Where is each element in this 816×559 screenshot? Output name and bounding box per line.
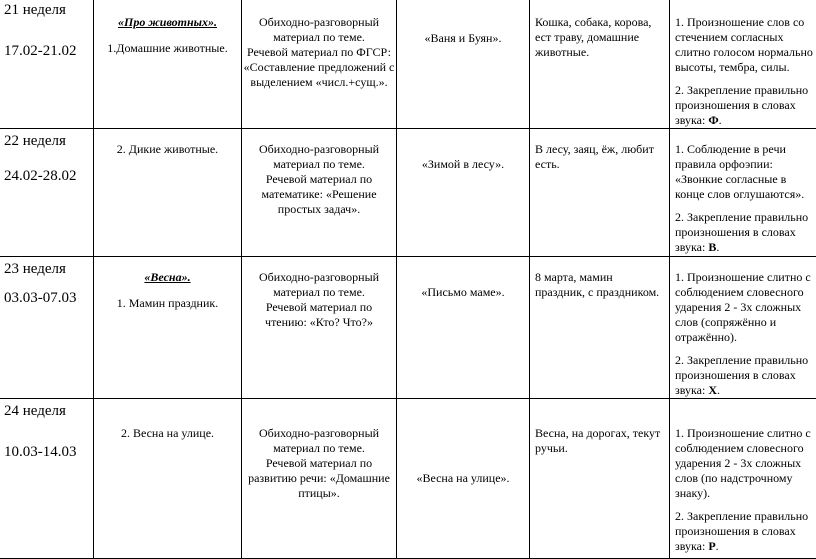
week-dates: 24.02-28.02 bbox=[4, 167, 87, 185]
reading-text: «Письмо маме». bbox=[397, 285, 529, 300]
goals-cell bbox=[670, 0, 816, 129]
goal-line: соблюдением словесного bbox=[675, 441, 816, 456]
goal-line: отражённо). bbox=[675, 330, 816, 345]
goal-sound: Р bbox=[708, 539, 715, 553]
material-line: Речевой материал по bbox=[242, 172, 396, 187]
goals-cell bbox=[670, 257, 816, 399]
vocabulary-cell bbox=[530, 399, 670, 559]
week-dates: 17.02-21.02 bbox=[4, 42, 87, 60]
material-line: Обиходно-разговорный bbox=[242, 426, 396, 441]
text-cell bbox=[397, 0, 530, 129]
topic-cell bbox=[94, 399, 242, 559]
week-label: 24 неделя bbox=[4, 403, 66, 419]
material-line: Обиходно-разговорный bbox=[242, 15, 396, 30]
goal-sound: В bbox=[708, 240, 716, 254]
goal-line: 2. Закрепление правильно bbox=[675, 83, 816, 98]
material-cell bbox=[242, 399, 397, 559]
goals-cell bbox=[670, 399, 816, 559]
goal-line: слитно голосом нормально bbox=[675, 45, 816, 60]
material-cell bbox=[242, 257, 397, 399]
goal-sound-suffix: . bbox=[716, 539, 719, 553]
week-cell bbox=[0, 129, 94, 257]
goal-sound-suffix: . bbox=[716, 240, 719, 254]
goal-line: произношения в словах bbox=[675, 368, 816, 383]
goals-cell bbox=[670, 129, 816, 257]
material-line: птицы». bbox=[242, 486, 396, 501]
vocabulary-cell bbox=[530, 129, 670, 257]
text-cell bbox=[397, 129, 530, 257]
goal-line: ударения 2 - 3х сложных bbox=[675, 300, 816, 315]
goal-line: 2. Закрепление правильно bbox=[675, 509, 816, 524]
material-line: простых задач». bbox=[242, 202, 396, 217]
goal-line: стечением согласных bbox=[675, 30, 816, 45]
goal-sound: Ф bbox=[708, 113, 718, 127]
material-line: Речевой материал по ФГСР: bbox=[242, 45, 396, 60]
week-cell bbox=[0, 399, 94, 559]
week-label: 22 неделя bbox=[4, 133, 66, 149]
material-line: материал по теме. bbox=[242, 157, 396, 172]
week-label: 21 неделя bbox=[4, 2, 66, 18]
goal-line: конце слов оглушаются». bbox=[675, 187, 816, 202]
material-line: Речевой материал по bbox=[242, 300, 396, 315]
material-line: Речевой материал по bbox=[242, 456, 396, 471]
material-line: математике: «Решение bbox=[242, 187, 396, 202]
goal-sound-suffix: . bbox=[717, 383, 720, 397]
table-row bbox=[0, 129, 816, 257]
goal-sound-line bbox=[675, 113, 816, 128]
goal-line: 1. Соблюдение в речи bbox=[675, 142, 816, 157]
reading-text: «Зимой в лесу». bbox=[397, 157, 529, 172]
goal-line: 1. Произношение слов со bbox=[675, 15, 816, 30]
vocabulary: В лесу, заяц, ёж, любит есть. bbox=[535, 142, 654, 171]
goal-sound-line bbox=[675, 383, 816, 398]
goal-line: правила орфоэпии: bbox=[675, 157, 816, 172]
material-line: чтению: «Кто? Что?» bbox=[242, 315, 396, 330]
topic-cell bbox=[94, 257, 242, 399]
week-label: 23 неделя bbox=[4, 261, 66, 277]
subtopic: 1.Домашние животные. bbox=[94, 41, 241, 56]
goal-sound-prefix: звука: bbox=[675, 383, 708, 397]
table-row bbox=[0, 399, 816, 559]
table-row bbox=[0, 257, 816, 399]
goal-line: произношения в словах bbox=[675, 98, 816, 113]
material-cell bbox=[242, 0, 397, 129]
table-row bbox=[0, 0, 816, 129]
goal-sound-prefix: звука: bbox=[675, 539, 708, 553]
goal-line: произношения в словах bbox=[675, 524, 816, 539]
material-line: развитию речи: «Домашние bbox=[242, 471, 396, 486]
reading-text: «Весна на улице». bbox=[397, 471, 529, 486]
goal-line: знаку). bbox=[675, 486, 816, 501]
week-dates: 03.03-07.03 bbox=[4, 289, 87, 307]
material-line: материал по теме. bbox=[242, 30, 396, 45]
goal-sound-line bbox=[675, 240, 816, 255]
material-cell bbox=[242, 129, 397, 257]
week-cell bbox=[0, 0, 94, 129]
vocabulary-cell bbox=[530, 0, 670, 129]
week-cell bbox=[0, 257, 94, 399]
goal-sound-suffix: . bbox=[719, 113, 722, 127]
goal-line: «Звонкие согласные в bbox=[675, 172, 816, 187]
material-line: материал по теме. bbox=[242, 441, 396, 456]
goal-line: слов (сопряжённо и bbox=[675, 315, 816, 330]
goal-line: 1. Произношение слитно с bbox=[675, 270, 816, 285]
vocabulary: Кошка, собака, корова, ест траву, домашние животные. bbox=[535, 15, 651, 59]
goal-line: 2. Закрепление правильно bbox=[675, 210, 816, 225]
goal-line: высоты, тембра, силы. bbox=[675, 60, 816, 75]
topic-title: «Про животных». bbox=[94, 15, 241, 30]
goal-line: слов (по надстрочному bbox=[675, 471, 816, 486]
material-line: Обиходно-разговорный bbox=[242, 270, 396, 285]
vocabulary: Весна, на дорогах, текут ручьи. bbox=[535, 426, 660, 455]
goal-sound: Х bbox=[708, 383, 717, 397]
goal-line: ударения 2 - 3х сложных bbox=[675, 456, 816, 471]
material-line: материал по теме. bbox=[242, 285, 396, 300]
material-line: Обиходно-разговорный bbox=[242, 142, 396, 157]
week-dates: 10.03-14.03 bbox=[4, 443, 87, 461]
topic-cell bbox=[94, 129, 242, 257]
goal-line: произношения в словах bbox=[675, 225, 816, 240]
subtopic: 1. Мамин праздник. bbox=[94, 296, 241, 311]
goal-line: соблюдением словесного bbox=[675, 285, 816, 300]
goal-sound-prefix: звука: bbox=[675, 240, 708, 254]
text-cell bbox=[397, 399, 530, 559]
topic-title: «Весна». bbox=[94, 270, 241, 285]
vocabulary: 8 марта, мамин праздник, с праздником. bbox=[535, 270, 659, 299]
goal-sound-prefix: звука: bbox=[675, 113, 708, 127]
reading-text: «Ваня и Буян». bbox=[397, 31, 529, 46]
subtopic: 2. Весна на улице. bbox=[94, 426, 241, 441]
goal-line: 1. Произношение слитно с bbox=[675, 426, 816, 441]
vocabulary-cell bbox=[530, 257, 670, 399]
topic-cell bbox=[94, 0, 242, 129]
goal-sound-line bbox=[675, 539, 816, 554]
goal-line: 2. Закрепление правильно bbox=[675, 353, 816, 368]
subtopic: 2. Дикие животные. bbox=[94, 142, 241, 157]
text-cell bbox=[397, 257, 530, 399]
material-line: «Составление предложений с bbox=[242, 60, 396, 75]
material-line: выделением «числ.+сущ.». bbox=[242, 75, 396, 90]
